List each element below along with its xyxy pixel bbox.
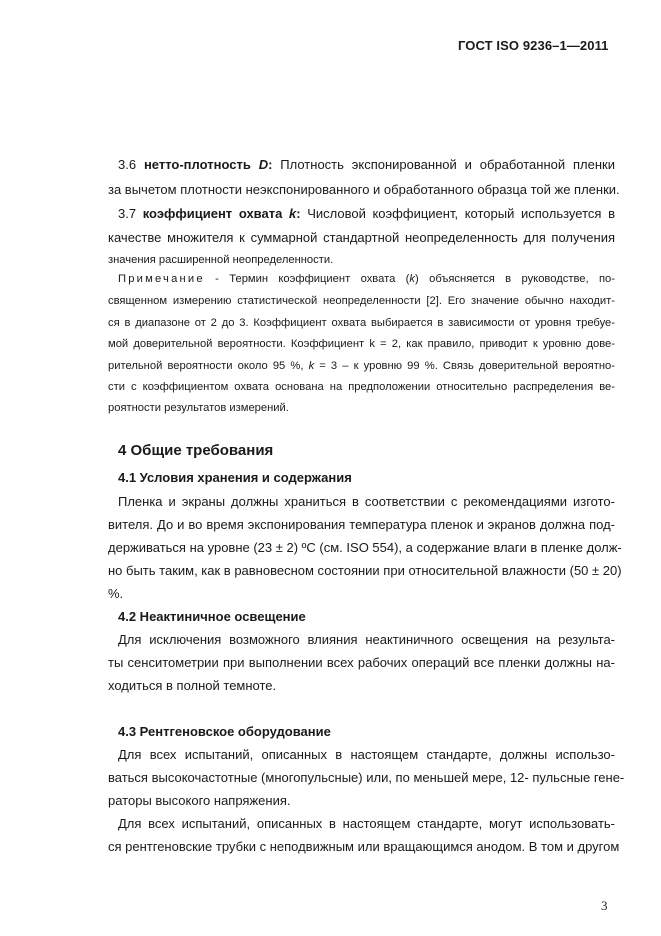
section-4-3-line-2: ваться высокочастотные (многопульсные) или, по меньшей мере, 12- пульсные гене- [108, 770, 625, 785]
document-header: ГОСТ ISO 9236–1—2011 [458, 38, 609, 53]
section-4-3-heading: 4.3 Рентгеновское оборудование [118, 724, 331, 739]
page-number: 3 [601, 898, 608, 913]
note-line-3: ся в диапазоне от 2 до 3. Коэффициент охвата выбирается в зависимости от уровня требуе- [108, 317, 615, 329]
section-4-2-line-1: Для исключения возможного влияния неактиничного освещения на результа- [118, 632, 615, 647]
definition-3-6-line-2: за вычетом плотности неэкспонированного и обработанного образца той же пленки. [108, 182, 620, 197]
section-4-1-line-3: держиваться на уровне (23 ± 2) ºС (см. ISO 554), а содержание влаги в пленке долж- [108, 540, 622, 555]
note-line-4: мой доверительной вероятности. Коэффициент k = 2, как правило, приводит к уровню дове- [108, 338, 615, 350]
section-4-3-line-4: Для всех испытаний, описанных в настоящем стандарте, могут использовать- [118, 816, 615, 831]
section-4-3-line-5: ся рентгеновские трубки с неподвижным или вращающимся анодом. В том и другом [108, 839, 620, 854]
note-line-5: рительной вероятности около 95 %, k = 3 – к уровню 99 %. Связь доверительной вероятно- [108, 360, 615, 372]
note-line-2: священном измерению статистической неопределенности [2]. Его значение обычно находит- [108, 295, 615, 307]
section-4-1-heading: 4.1 Условия хранения и содержания [118, 470, 352, 485]
section-4-1-line-4: но быть таким, как в равновесном состоянии при относительной влажности (50 ± 20) [108, 563, 622, 578]
note-line-6: сти с коэффициентом охвата основана на предположении относительно распределения ве- [108, 381, 615, 393]
note-label: Примечание [118, 273, 205, 285]
definition-3-7-line-2: качестве множителя к суммарной стандартной неопределенность для получения [108, 230, 615, 245]
definition-3-7-line-3: значения расширенной неопределенности. [108, 254, 334, 266]
section-4-3-line-1: Для всех испытаний, описанных в настоящем стандарте, должны использо- [118, 747, 615, 762]
section-4-2-line-3: ходиться в полной темноте. [108, 678, 277, 693]
section-4-3-line-3: раторы высокого напряжения. [108, 793, 291, 808]
section-4-1-line-5: %. [108, 586, 124, 601]
section-4-2-line-2: ты сенситометрии при выполнении всех рабочих операций все пленки должны на- [108, 655, 615, 670]
definition-3-7-line-1: 3.7 коэффициент охвата k: Числовой коэффициент, который используется в [118, 206, 615, 221]
note-line-1: Примечание - Термин коэффициент охвата (k) объясняется в руководстве, по- [118, 273, 615, 285]
section-4-1-line-1: Пленка и экраны должны храниться в соответствии с рекомендациями изгото- [118, 494, 615, 509]
section-4-heading: 4 Общие требования [118, 442, 274, 459]
term-net-density: нетто-плотность [143, 157, 259, 172]
section-4-2-heading: 4.2 Неактиничное освещение [118, 609, 306, 624]
note-line-7: роятности результатов измерений. [108, 402, 289, 414]
term-coverage-factor: коэффициент охвата [142, 206, 289, 221]
section-4-1-line-2: вителя. До и во время экспонирования температура пленок и экранов должна под- [108, 517, 615, 532]
definition-3-6-line-1: 3.6 нетто-плотность D: Плотность экспонированной и обработанной пленки [118, 157, 615, 172]
